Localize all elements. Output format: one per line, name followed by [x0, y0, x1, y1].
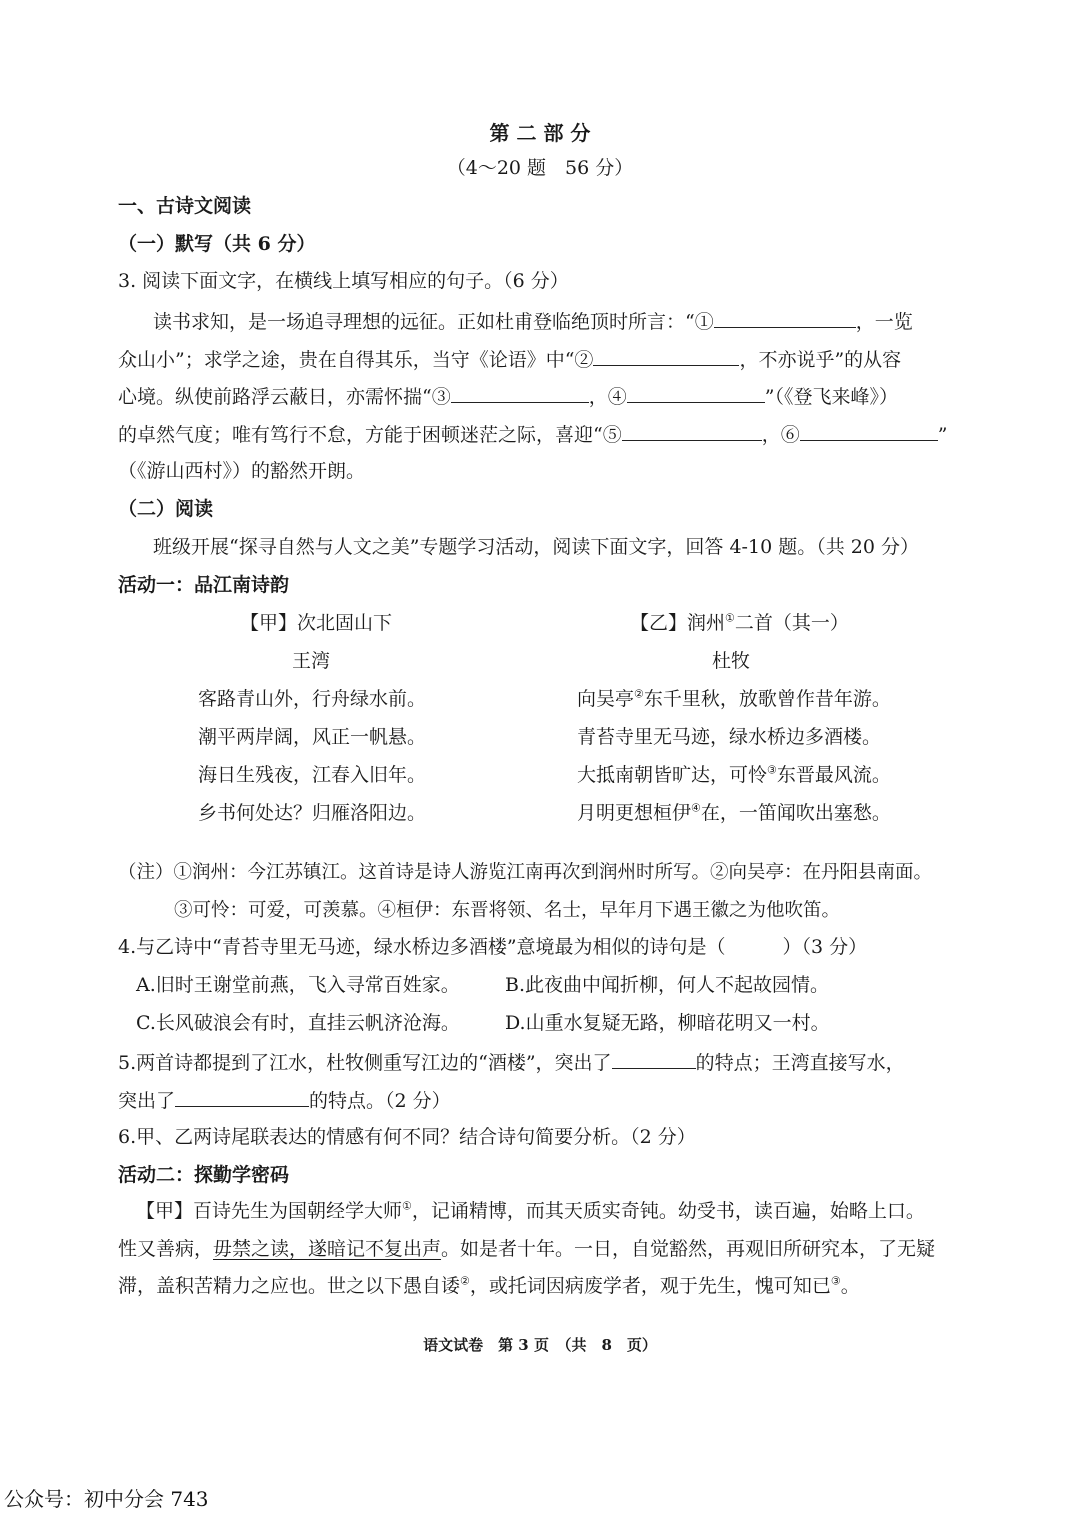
passage-line: 心境。纵使前路浮云蔽日，亦需怀揣“③ ，④ ”（《登飞来峰》）: [118, 382, 898, 410]
classical-text-line: 性又善病，毋禁之读，遂暗记不复出声。如是者十年。一日，自觉豁然，再观旧所研究本，了无疑: [118, 1238, 936, 1260]
underlined-sentence: 毋禁之读，遂暗记不复出声: [213, 1238, 442, 1260]
option-b[interactable]: B.此夜曲中闻折柳，何人不起故园情。: [505, 974, 830, 996]
answer-blank[interactable]: [451, 382, 589, 403]
question-5-line: 5.两首诗都提到了江水，杜牧侧重写江边的“酒楼”，突出了 的特点；王湾直接写水，: [118, 1048, 905, 1076]
poem-b-line: 月明更想桓伊④在，一笛闻吹出塞愁。: [577, 801, 891, 824]
page-footer: 语文试卷 第 3 页 （共 8 页）: [423, 1336, 657, 1354]
poem-b-line: 大抵南朝皆旷达，可怜③东晋最风流。: [577, 763, 891, 786]
answer-blank[interactable]: [612, 1048, 696, 1069]
classical-text-line: 【甲】百诗先生为国朝经学大师①，记诵精博，而其天质实奇钝。幼受书，读百遍，始略上口。: [136, 1199, 925, 1222]
answer-blank[interactable]: [800, 420, 938, 441]
poem-a-line: 乡书何处达？归雁洛阳边。: [198, 802, 427, 824]
subsection-title: （二）阅读: [118, 498, 214, 520]
activity-2-title: 活动二：探勤学密码: [118, 1164, 290, 1186]
watermark-text: 公众号：初中分会 743: [4, 1487, 209, 1511]
poem-a-line: 潮平两岸阔，风正一帆悬。: [198, 726, 427, 748]
poem-a-title: 【甲】次北固山下: [240, 612, 393, 634]
answer-blank[interactable]: [593, 345, 739, 366]
question-3-stem: 3. 阅读下面文字，在横线上填写相应的句子。（6 分）: [118, 270, 569, 292]
poem-b-author: 杜牧: [712, 650, 751, 672]
answer-blank[interactable]: [622, 420, 762, 441]
poem-a-author: 王湾: [292, 650, 331, 672]
answer-blank[interactable]: [627, 382, 765, 403]
question-4-stem: 4.与乙诗中“青苔寺里无马迹，绿水桥边多酒楼”意境最为相似的诗句是（ ）（3 分）: [118, 936, 868, 958]
passage-line: 读书求知，是一场追寻理想的远征。正如杜甫登临绝顶时所言：“① ，一览: [153, 307, 913, 335]
reading-intro: 班级开展“探寻自然与人文之美”专题学习活动，阅读下面文字，回答 4-10 题。（共 20 分）: [153, 536, 919, 558]
passage-line: 众山小”；求学之途，贵在自得其乐，当守《论语》中“② ，不亦说乎”的从容: [118, 345, 901, 373]
answer-blank[interactable]: [175, 1086, 309, 1107]
poem-a-line: 客路青山外，行舟绿水前。: [198, 688, 427, 710]
note-line: （注）①润州：今江苏镇江。这首诗是诗人游览江南再次到润州时所写。②向吴亭：在丹阳县南面。: [118, 862, 933, 883]
option-d[interactable]: D.山重水复疑无路，柳暗花明又一村。: [505, 1012, 830, 1034]
section-title: 一、古诗文阅读: [118, 195, 252, 217]
subsection-title: （一）默写（共 6 分）: [118, 233, 316, 255]
option-c[interactable]: C.长风破浪会有时，直挂云帆济沧海。: [136, 1012, 460, 1034]
answer-blank[interactable]: [714, 307, 856, 328]
question-6-stem: 6.甲、乙两诗尾联表达的情感有何不同？结合诗句简要分析。（2 分）: [118, 1126, 696, 1148]
poem-a-line: 海日生残夜，江春入旧年。: [198, 764, 427, 786]
passage-line: 的卓然气度；唯有笃行不怠，方能于困顿迷茫之际，喜迎“⑤ ，⑥ ”: [118, 420, 947, 448]
passage-line: （《游山西村》）的豁然开朗。: [118, 460, 366, 482]
poem-b-title: 【乙】润州①二首（其一）: [630, 611, 849, 634]
part-title: 第 二 部 分: [489, 121, 591, 145]
poem-b-line: 青苔寺里无马迹，绿水桥边多酒楼。: [577, 726, 882, 748]
option-a[interactable]: A.旧时王谢堂前燕，飞入寻常百姓家。: [136, 974, 460, 996]
question-5-line: 突出了 的特点。（2 分）: [118, 1086, 451, 1114]
classical-text-line: 滞，盖积苦精力之应也。世之以下愚自诿②，或托词因病废学者，观于先生，愧可知已③。: [118, 1274, 860, 1297]
note-line: ③可怜：可爱，可羡慕。④桓伊：东晋将领、名士，早年月下遇王徽之为他吹笛。: [174, 900, 841, 921]
part-subtitle: （4～20 题 56 分）: [446, 157, 634, 179]
activity-1-title: 活动一：品江南诗韵: [118, 574, 290, 596]
poem-b-line: 向吴亭②东千里秋，放歌曾作昔年游。: [577, 687, 891, 710]
